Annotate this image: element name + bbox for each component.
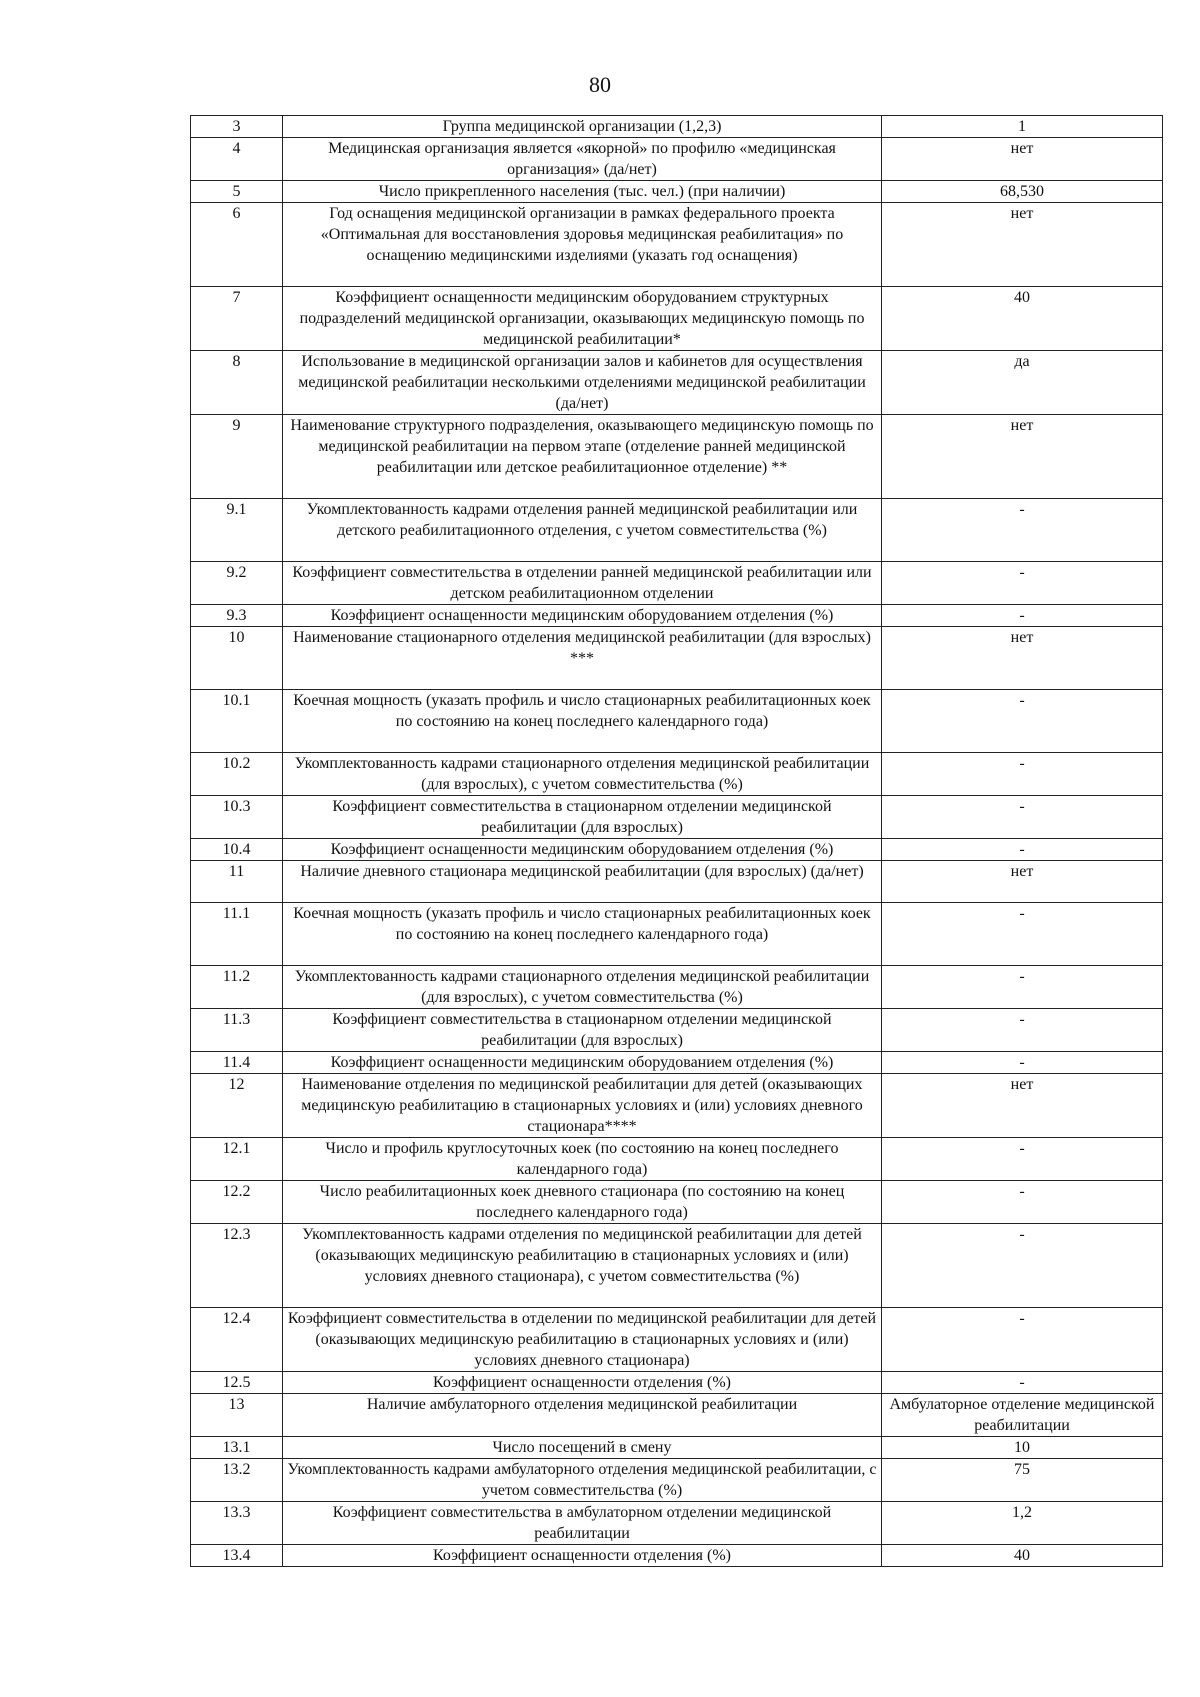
row-number: 3 [191,116,283,138]
row-description: Укомплектованность кадрами отделения по медицинской реабилитации для детей (оказывающих медицинскую реабилитацию в стационарных условиях и (или) условиях дневного стационара), с учетом совместительства (%) [283,1224,882,1308]
table-row [191,605,1163,627]
row-description: Коечная мощность (указать профиль и число стационарных реабилитационных коек по состоянию на конец последнего календарного года) [283,690,882,753]
row-number: 12 [191,1074,283,1138]
table-row [191,1074,1163,1138]
row-number: 10.1 [191,690,283,753]
row-description: Наличие дневного стационара медицинской реабилитации (для взрослых) (да/нет) [283,861,882,903]
row-value: - [882,1308,1163,1372]
row-description: Коэффициент совместительства в стационарном отделении медицинской реабилитации (для взрослых) [283,1009,882,1052]
page-number: 80 [589,72,611,97]
table-row [191,138,1163,181]
row-value: 40 [882,1545,1163,1567]
row-value: - [882,839,1163,861]
table-row [191,839,1163,861]
row-description: Укомплектованность кадрами стационарного отделения медицинской реабилитации (для взрослых), с учетом совместительства (%) [283,753,882,796]
table-row [191,415,1163,499]
row-description: Использование в медицинской организации залов и кабинетов для осуществления медицинской реабилитации несколькими отделениями медицинской реабилитации (да/нет) [283,351,882,415]
row-number: 11.2 [191,966,283,1009]
row-number: 11.4 [191,1052,283,1074]
row-description: Медицинская организация является «якорной» по профилю «медицинская организация» (да/нет) [283,138,882,181]
row-value: - [882,1138,1163,1181]
table-row [191,903,1163,966]
row-number: 10 [191,627,283,690]
row-description: Коэффициент оснащенности отделения (%) [283,1545,882,1567]
row-number: 10.2 [191,753,283,796]
row-number: 13.2 [191,1459,283,1502]
row-value: 68,530 [882,181,1163,203]
row-value: - [882,903,1163,966]
row-value: - [882,796,1163,839]
row-number: 13 [191,1394,283,1437]
row-value: нет [882,203,1163,287]
row-description: Коэффициент оснащенности отделения (%) [283,1372,882,1394]
table-row [191,1138,1163,1181]
table-row [191,861,1163,903]
table-row [191,1437,1163,1459]
table-row [191,1502,1163,1545]
row-number: 12.1 [191,1138,283,1181]
row-description: Укомплектованность кадрами амбулаторного отделения медицинской реабилитации, с учетом совместительства (%) [283,1459,882,1502]
table-row [191,351,1163,415]
row-description: Наименование структурного подразделения, оказывающего медицинскую помощь по медицинской реабилитации на первом этапе (отделение ранней медицинской реабилитации или детское реабилитационное отделение) ** [283,415,882,499]
row-value: - [882,753,1163,796]
row-value: - [882,966,1163,1009]
table-row [191,753,1163,796]
row-description: Наименование стационарного отделения медицинской реабилитации (для взрослых) *** [283,627,882,690]
row-number: 11.1 [191,903,283,966]
table-row [191,203,1163,287]
row-value: - [882,605,1163,627]
table-row [191,499,1163,562]
table-row [191,966,1163,1009]
row-value: нет [882,861,1163,903]
row-value: - [882,1224,1163,1308]
row-number: 9.2 [191,562,283,605]
row-value: - [882,1372,1163,1394]
row-description: Коэффициент совместительства в отделении по медицинской реабилитации для детей (оказывающих медицинскую реабилитацию в стационарных условиях и (или) условиях дневного стационара) [283,1308,882,1372]
row-description: Коечная мощность (указать профиль и число стационарных реабилитационных коек по состоянию на конец последнего календарного года) [283,903,882,966]
row-number: 12.3 [191,1224,283,1308]
row-value: - [882,562,1163,605]
row-description: Группа медицинской организации (1,2,3) [283,116,882,138]
table-row [191,627,1163,690]
row-number: 10.4 [191,839,283,861]
row-description: Число прикрепленного населения (тыс. чел.) (при наличии) [283,181,882,203]
row-value: - [882,1009,1163,1052]
row-number: 9.3 [191,605,283,627]
row-description: Число и профиль круглосуточных коек (по состоянию на конец последнего календарного года) [283,1138,882,1181]
table-row [191,1372,1163,1394]
row-value: нет [882,627,1163,690]
table-row [191,1009,1163,1052]
row-value: 10 [882,1437,1163,1459]
row-number: 13.1 [191,1437,283,1459]
table-row [191,1052,1163,1074]
row-description: Коэффициент оснащенности медицинским оборудованием отделения (%) [283,605,882,627]
row-number: 11 [191,861,283,903]
row-value: 1,2 [882,1502,1163,1545]
row-value: 40 [882,287,1163,351]
table-row [191,1545,1163,1567]
row-description: Укомплектованность кадрами стационарного отделения медицинской реабилитации (для взрослых), с учетом совместительства (%) [283,966,882,1009]
row-description: Наличие амбулаторного отделения медицинской реабилитации [283,1394,882,1437]
row-number: 9.1 [191,499,283,562]
row-description: Укомплектованность кадрами отделения ранней медицинской реабилитации или детского реабилитационного отделения, с учетом совместительства (%) [283,499,882,562]
table-row [191,1308,1163,1372]
table-row [191,562,1163,605]
row-description: Коэффициент совместительства в амбулаторном отделении медицинской реабилитации [283,1502,882,1545]
row-description: Год оснащения медицинской организации в рамках федерального проекта «Оптимальная для восстановления здоровья медицинская реабилитация» по оснащению медицинскими изделиями (указать год оснащения) [283,203,882,287]
row-value: 1 [882,116,1163,138]
row-value: 75 [882,1459,1163,1502]
row-number: 12.5 [191,1372,283,1394]
row-value: - [882,1052,1163,1074]
row-description: Наименование отделения по медицинской реабилитации для детей (оказывающих медицинскую реабилитацию в стационарных условиях и (или) условиях дневного стационара**** [283,1074,882,1138]
row-number: 8 [191,351,283,415]
row-number: 13.4 [191,1545,283,1567]
row-value: нет [882,138,1163,181]
row-number: 12.2 [191,1181,283,1224]
row-description: Число реабилитационных коек дневного стационара (по состоянию на конец последнего календарного года) [283,1181,882,1224]
row-description: Коэффициент оснащенности медицинским оборудованием отделения (%) [283,1052,882,1074]
row-number: 12.4 [191,1308,283,1372]
row-value: - [882,690,1163,753]
indicators-table [190,115,1163,1567]
row-value: нет [882,1074,1163,1138]
row-description: Коэффициент совместительства в стационарном отделении медицинской реабилитации (для взрослых) [283,796,882,839]
row-description: Коэффициент оснащенности медицинским оборудованием структурных подразделений медицинской организации, оказывающих медицинскую помощь по медицинской реабилитации* [283,287,882,351]
row-description: Коэффициент совместительства в отделении ранней медицинской реабилитации или детском реабилитационном отделении [283,562,882,605]
table-row [191,1181,1163,1224]
row-number: 13.3 [191,1502,283,1545]
table-row [191,1394,1163,1437]
table-row [191,287,1163,351]
row-description: Число посещений в смену [283,1437,882,1459]
row-number: 11.3 [191,1009,283,1052]
row-number: 10.3 [191,796,283,839]
row-description: Коэффициент оснащенности медицинским оборудованием отделения (%) [283,839,882,861]
table-row [191,1459,1163,1502]
table-row [191,796,1163,839]
table-row [191,116,1163,138]
row-value: да [882,351,1163,415]
row-value: - [882,1181,1163,1224]
row-number: 6 [191,203,283,287]
table-body [191,116,1163,1567]
table-row [191,690,1163,753]
row-value: - [882,499,1163,562]
row-number: 7 [191,287,283,351]
row-value: нет [882,415,1163,499]
row-number: 4 [191,138,283,181]
row-number: 9 [191,415,283,499]
row-value: Амбулаторное отделение медицинской реабилитации [882,1394,1163,1437]
table-row [191,181,1163,203]
table-row [191,1224,1163,1308]
row-number: 5 [191,181,283,203]
